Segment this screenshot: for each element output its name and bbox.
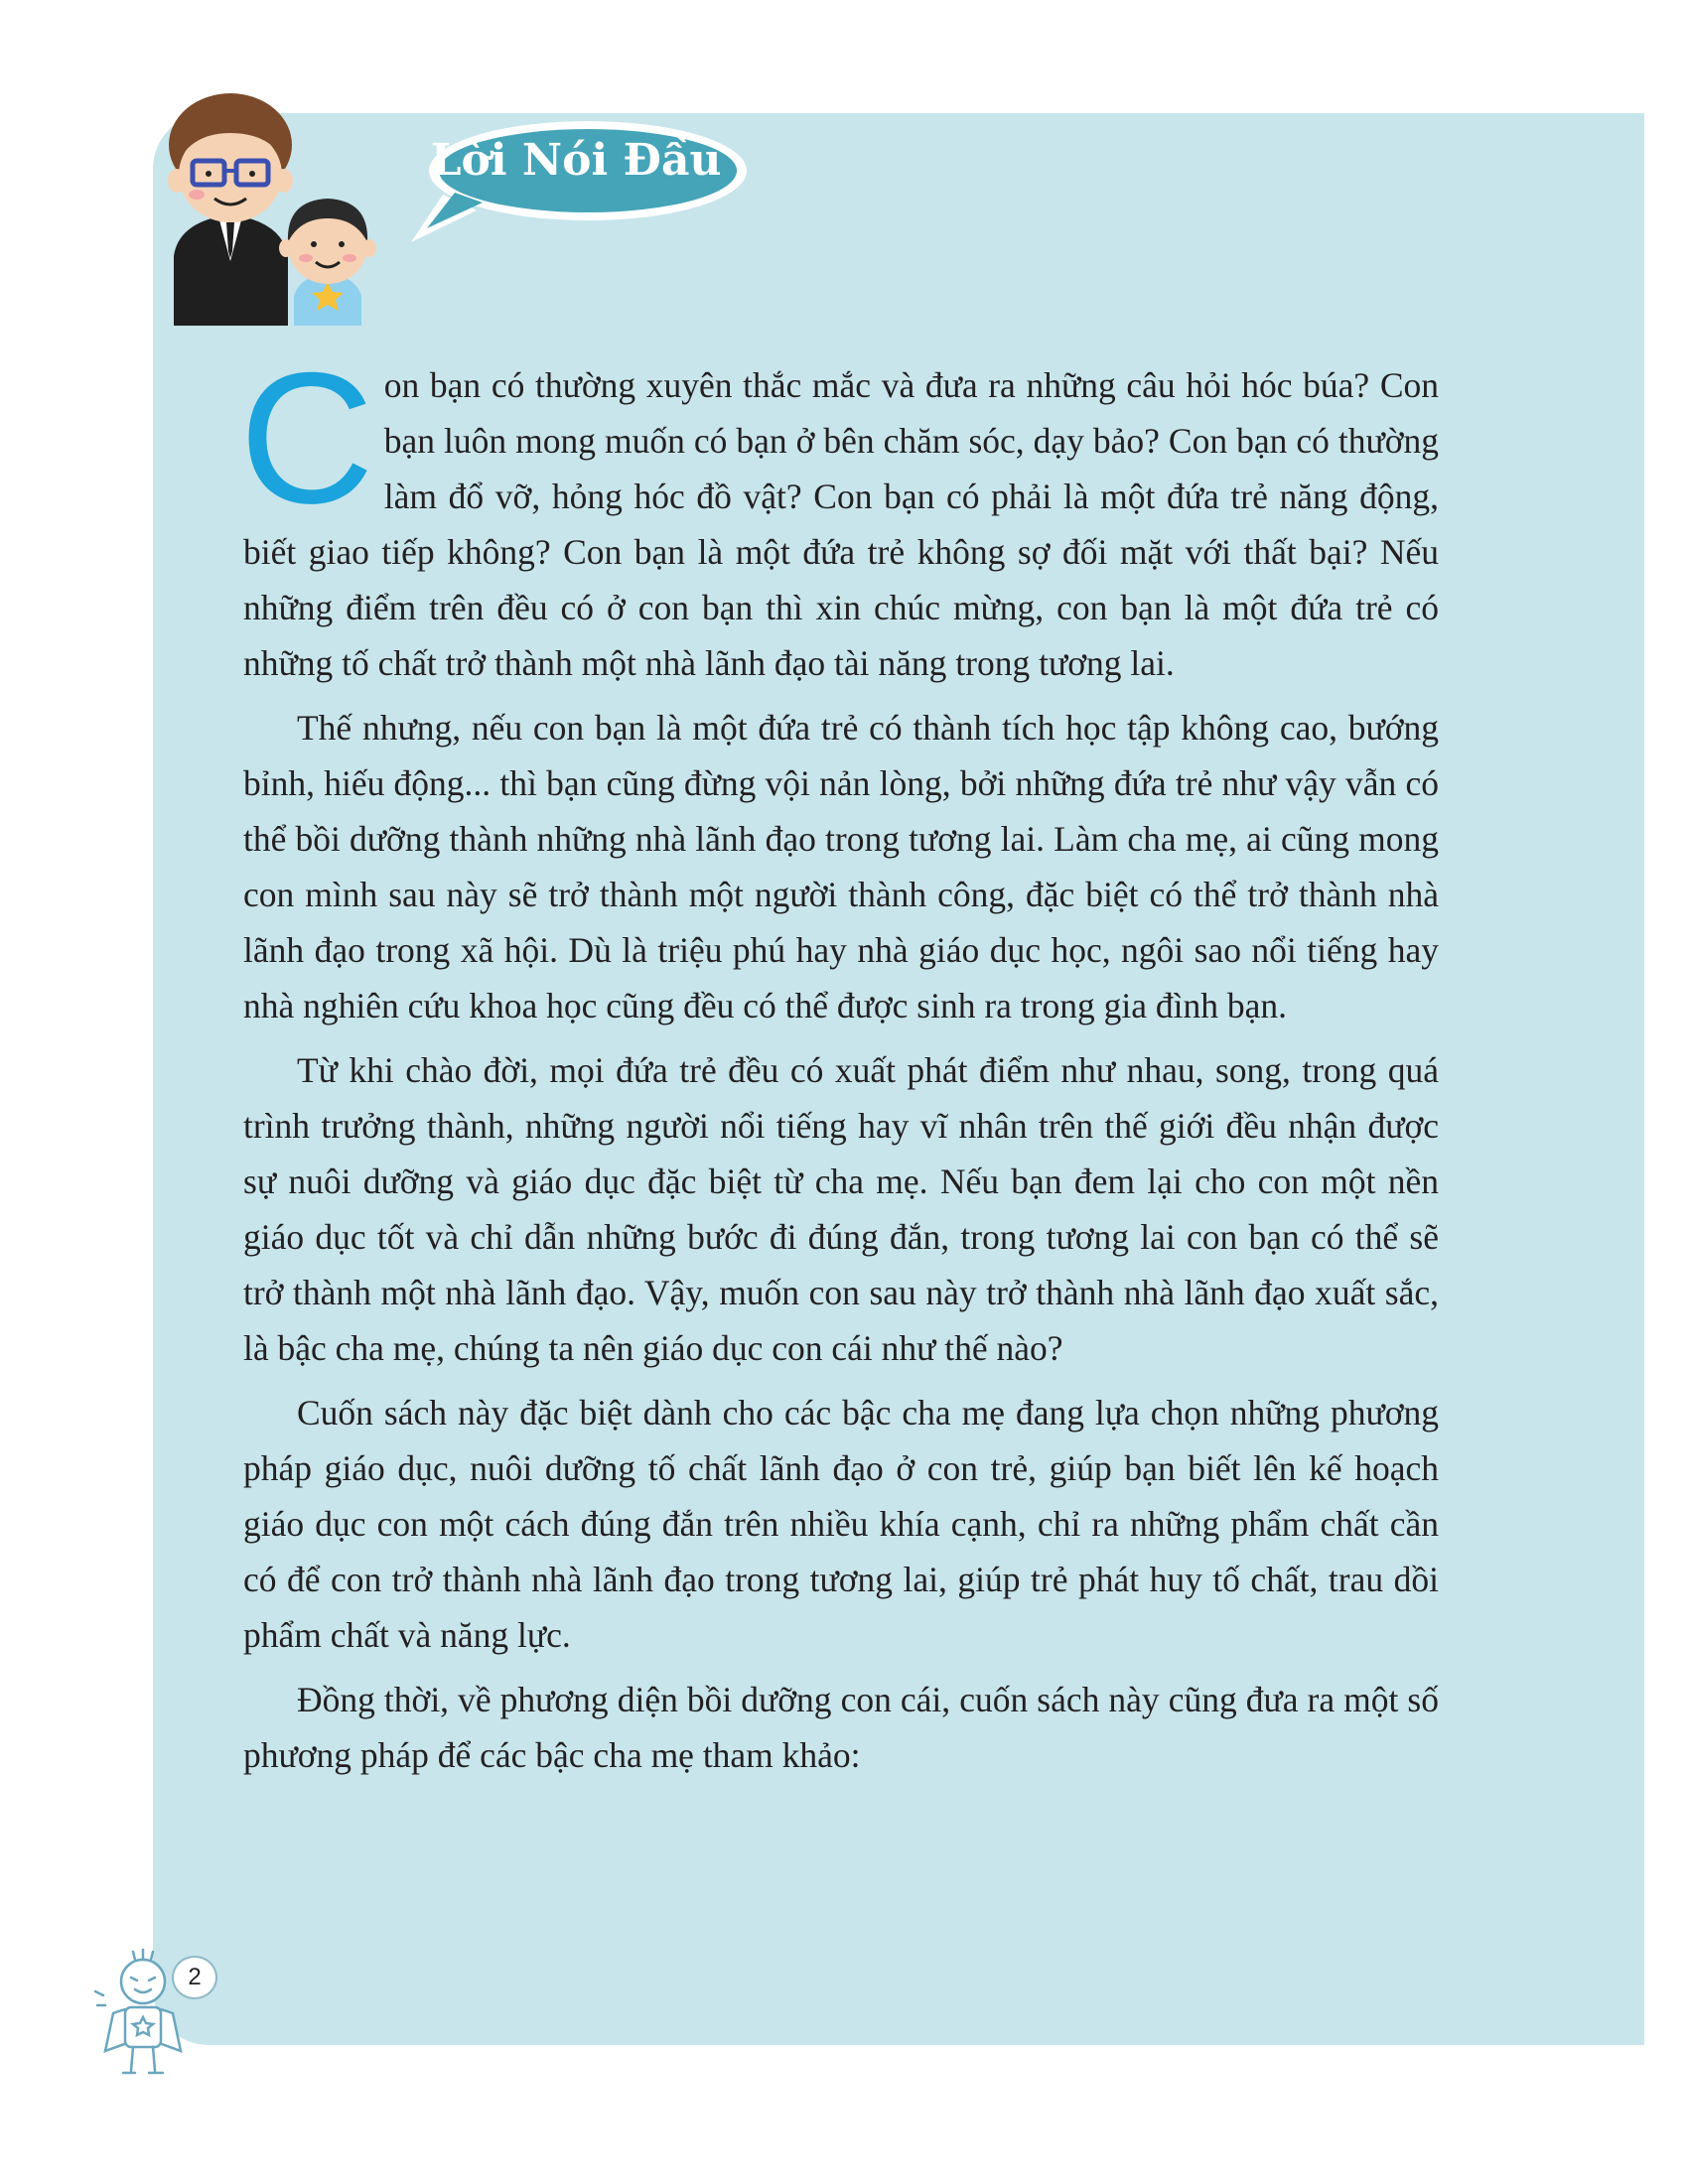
page-number: 2 xyxy=(172,1956,217,1999)
page-title: Lời Nói Đầu xyxy=(430,135,722,186)
drop-cap: C xyxy=(239,334,374,542)
paragraph-5: Đồng thời, về phương diện bồi dưỡng con cái, cuốn sách này cũng đưa ra một số phương pháp để các bậc cha mẹ tham khảo: xyxy=(243,1680,1439,1775)
article-body xyxy=(239,334,1439,1792)
paragraph-4: Cuốn sách này đặc biệt dành cho các bậc cha mẹ đang lựa chọn những phương pháp giáo dục, nuôi dưỡng tố chất lãnh đạo ở con trẻ, giúp bạn biết lên kế hoạch giáo dục con một cách đúng đắn trên nhiều khía cạnh, chỉ ra những phẩm chất cần có để con trở thành nhà lãnh đạo trong tương lai, giúp trẻ phát huy tố chất, trau dồi phẩm chất và năng lực. xyxy=(243,1393,1439,1655)
paragraph-1-text: on bạn có thường xuyên thắc mắc và đưa ra những câu hỏi hóc búa? Con bạn luôn mong muốn có bạn ở bên chăm sóc, dạy bảo? Con bạn có thường làm đổ vỡ, hỏng hóc đồ vật? Con bạn có phải là một đứa trẻ năng động, biết giao tiếp không? Con bạn là một đứa trẻ không sợ đối mặt với thất bại? Nếu những điểm trên đều có ở con bạn thì xin chúc mừng, con bạn là một đứa trẻ có những tố chất trở thành một nhà lãnh đạo tài năng trong tương lai. xyxy=(243,365,1439,683)
father-and-son-icon xyxy=(149,87,397,326)
title-speech-bubble xyxy=(407,115,761,246)
paragraph-2: Thế nhưng, nếu con bạn là một đứa trẻ có thành tích học tập không cao, bướng bỉnh, hiếu động... thì bạn cũng đừng vội nản lòng, bởi những đứa trẻ như vậy vẫn có thể bồi dưỡng thành những nhà lãnh đạo trong tương lai. Làm cha mẹ, ai cũng mong con mình sau này sẽ trở thành một người thành công, đặc biệt có thể trở thành nhà lãnh đạo trong xã hội. Dù là triệu phú hay nhà giáo dục học, ngôi sao nổi tiếng hay nhà nghiên cứu khoa học cũng đều có thể được sinh ra trong gia đình bạn. xyxy=(243,708,1439,1025)
paragraph-3: Từ khi chào đời, mọi đứa trẻ đều có xuất phát điểm như nhau, song, trong quá trình trưởng thành, những người nổi tiếng hay vĩ nhân trên thế giới đều nhận được sự nuôi dưỡng và giáo dục đặc biệt từ cha mẹ. Nếu bạn đem lại cho con một nền giáo dục tốt và chỉ dẫn những bước đi đúng đắn, trong tương lai con bạn có thể sẽ trở thành một nhà lãnh đạo. Vậy, muốn con sau này trở thành nhà lãnh đạo xuất sắc, là bậc cha mẹ, chúng ta nên giáo dục con cái như thế nào? xyxy=(243,1050,1439,1368)
paragraph-1 xyxy=(239,334,1439,691)
